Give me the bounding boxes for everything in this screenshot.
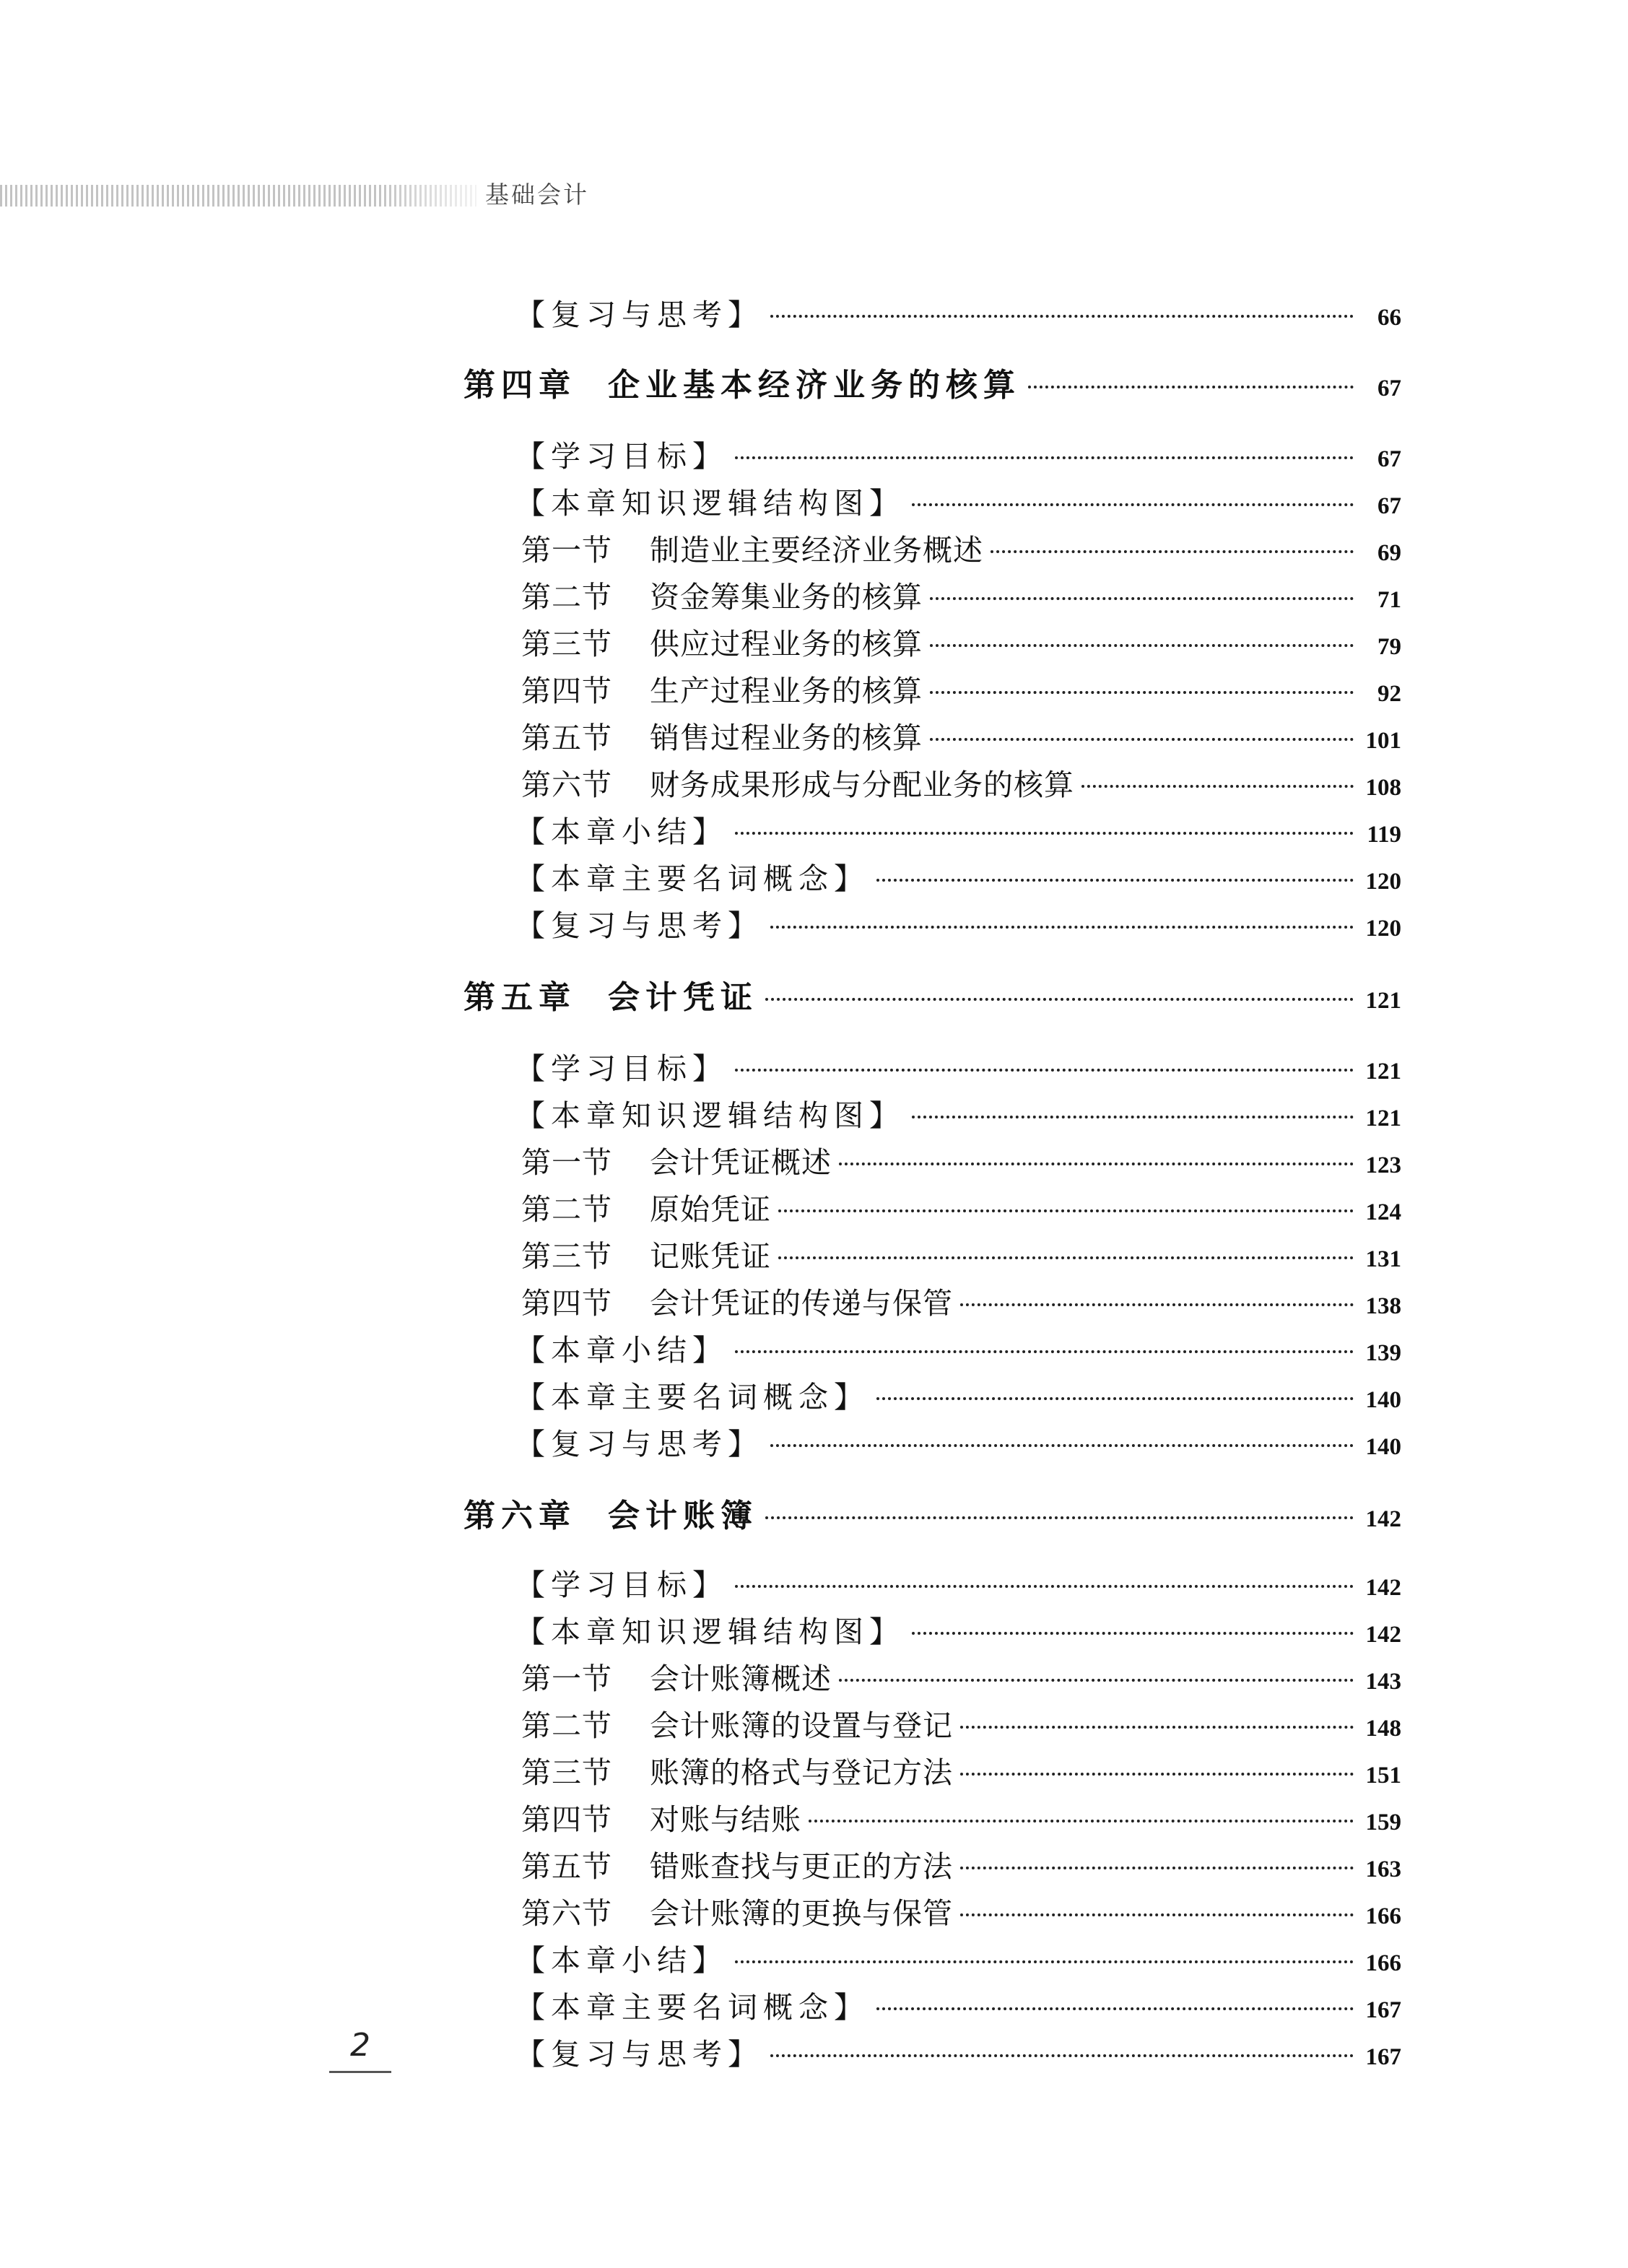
toc-page-number: 167 (1365, 2044, 1401, 2070)
toc-entry-label: 【学习目标】 (515, 439, 728, 474)
toc-entry[interactable] (515, 1374, 1401, 1420)
dot-leader (876, 2007, 1354, 2010)
section-title: 供应过程业务的核算 (650, 627, 923, 661)
dot-leader (778, 1209, 1354, 1212)
toc-section-label (521, 1233, 771, 1279)
toc-page-number: 142 (1365, 1575, 1401, 1601)
section-number: 第六节 (521, 768, 612, 802)
toc-entry-label: 【本章知识逻辑结构图】 (515, 1098, 905, 1133)
toc-page-number: 119 (1367, 822, 1401, 848)
dot-leader (839, 1679, 1354, 1682)
toc-chapter[interactable] (463, 975, 1401, 1021)
toc-entry-label: 【复习与思考】 (515, 2037, 763, 2072)
toc-entry-label: 【学习目标】 (515, 1568, 728, 1602)
section-title: 财务成果形成与分配业务的核算 (650, 768, 1074, 802)
section-title: 原始凭证 (650, 1192, 771, 1227)
dot-leader (960, 1913, 1354, 1916)
toc-page-number: 120 (1365, 916, 1401, 942)
toc-page-number: 121 (1365, 1105, 1401, 1131)
toc-section-label (521, 1703, 953, 1749)
toc-page-number: 121 (1365, 988, 1401, 1014)
toc-page-number: 166 (1365, 1903, 1401, 1929)
toc-page-number: 67 (1377, 375, 1401, 401)
toc-entry[interactable] (515, 809, 1401, 855)
dot-leader (765, 1516, 1354, 1519)
toc-page-number: 123 (1365, 1152, 1401, 1178)
toc-entry[interactable] (515, 903, 1401, 949)
dot-leader (930, 738, 1354, 741)
toc-page-number: 69 (1377, 540, 1401, 566)
toc-section[interactable] (521, 1233, 1401, 1279)
dot-leader (960, 1773, 1354, 1776)
dot-leader (930, 644, 1354, 647)
section-number: 第一节 (521, 533, 612, 568)
section-title: 会计凭证概述 (650, 1145, 832, 1180)
toc-chapter-label (463, 362, 1021, 409)
toc-page-number: 67 (1377, 446, 1401, 472)
dot-leader (930, 691, 1354, 694)
page-number: 2 (329, 2026, 391, 2073)
toc-page-number: 101 (1365, 728, 1401, 754)
toc-page-number: 138 (1365, 1293, 1401, 1319)
toc-section[interactable] (521, 762, 1401, 808)
toc-section-label (521, 1139, 832, 1186)
toc-section[interactable] (521, 1280, 1401, 1326)
toc-page-number: 67 (1377, 493, 1401, 519)
toc-page-number: 163 (1365, 1856, 1401, 1882)
dot-leader (735, 1069, 1354, 1072)
toc-page-number: 159 (1365, 1809, 1401, 1835)
toc-page-number: 140 (1365, 1387, 1401, 1413)
section-title: 制造业主要经济业务概述 (650, 533, 983, 568)
dot-leader (809, 1820, 1354, 1822)
toc-page-number: 71 (1377, 587, 1401, 613)
toc-section-label (521, 527, 983, 573)
section-title: 对账与结账 (650, 1802, 801, 1837)
dot-leader (770, 2054, 1354, 2057)
toc-section-label (521, 1656, 832, 1702)
toc-section-label (521, 668, 923, 714)
toc-entry-label: 【本章知识逻辑结构图】 (515, 1615, 905, 1649)
toc-entry-label: 【本章小结】 (515, 814, 728, 849)
toc-entry-label: 【本章知识逻辑结构图】 (515, 486, 905, 521)
toc-page-number: 131 (1365, 1246, 1401, 1272)
dot-leader (839, 1163, 1354, 1165)
dot-leader (778, 1256, 1354, 1259)
section-title: 错账查找与更正的方法 (650, 1849, 953, 1884)
toc-page-number: 139 (1365, 1340, 1401, 1366)
toc-section-label (521, 715, 923, 761)
toc-entry[interactable] (515, 1937, 1401, 1984)
toc-entry[interactable] (515, 1562, 1401, 1608)
section-number: 第四节 (521, 674, 612, 708)
toc-section[interactable] (521, 1796, 1401, 1843)
section-title: 会计账簿的设置与登记 (650, 1708, 953, 1743)
dot-leader (735, 1960, 1354, 1963)
dot-leader (1028, 386, 1354, 388)
chapter-number: 第五章 (463, 979, 576, 1016)
toc-section[interactable] (521, 715, 1401, 761)
toc-entry[interactable] (515, 1046, 1401, 1092)
chapter-number: 第四章 (463, 367, 576, 404)
toc-section[interactable] (521, 1139, 1401, 1186)
section-number: 第三节 (521, 1755, 612, 1790)
toc-section-label (521, 1890, 953, 1937)
toc-section[interactable] (521, 527, 1401, 573)
toc-section-label (521, 1750, 953, 1796)
toc-page-number: 151 (1365, 1763, 1401, 1789)
section-title: 记账凭证 (650, 1239, 771, 1274)
toc-entry[interactable] (515, 1984, 1401, 2030)
toc-entry[interactable] (515, 1092, 1401, 1139)
toc-entry[interactable] (515, 433, 1401, 479)
section-number: 第六节 (521, 1896, 612, 1931)
toc-entry-label: 【本章小结】 (515, 1333, 728, 1368)
toc-page-number: 92 (1377, 681, 1401, 707)
dot-leader (960, 1726, 1354, 1729)
toc-section[interactable] (521, 668, 1401, 714)
toc-entry-label: 【复习与思考】 (515, 297, 763, 332)
toc-page-number: 120 (1365, 869, 1401, 895)
section-title: 会计账簿概述 (650, 1661, 832, 1696)
toc-chapter[interactable] (463, 1493, 1401, 1539)
toc-page-number: 140 (1365, 1434, 1401, 1460)
toc-page-number: 121 (1365, 1059, 1401, 1085)
toc-section-label (521, 1843, 953, 1890)
dot-leader (876, 1397, 1354, 1400)
toc-entry[interactable] (515, 1327, 1401, 1373)
toc-entry-label: 【本章小结】 (515, 1943, 728, 1978)
dot-leader (735, 456, 1354, 459)
section-title: 资金筹集业务的核算 (650, 580, 923, 614)
toc-page-number: 142 (1365, 1622, 1401, 1648)
toc-page-number: 166 (1365, 1950, 1401, 1976)
toc-chapter[interactable] (463, 362, 1401, 409)
dot-leader (912, 503, 1354, 506)
dot-leader (991, 550, 1354, 553)
dot-leader (735, 832, 1354, 835)
dot-leader (770, 926, 1354, 929)
dot-leader (1081, 785, 1354, 788)
toc-page-number: 167 (1365, 1997, 1401, 2023)
section-title: 销售过程业务的核算 (650, 721, 923, 755)
chapter-title: 会计账簿 (608, 1498, 758, 1534)
section-number: 第四节 (521, 1802, 612, 1837)
toc-entry-label: 【复习与思考】 (515, 1427, 763, 1461)
toc-entry-label: 【学习目标】 (515, 1051, 728, 1086)
section-title: 会计账簿的更换与保管 (650, 1896, 953, 1931)
dot-leader (930, 597, 1354, 600)
section-number: 第二节 (521, 1708, 612, 1743)
toc-section[interactable] (521, 1843, 1401, 1890)
toc-section[interactable] (521, 1656, 1401, 1702)
toc-section-label (521, 574, 923, 620)
chapter-number: 第六章 (463, 1498, 576, 1534)
toc-entry[interactable] (515, 2031, 1401, 2077)
toc-section-label (521, 1186, 771, 1233)
section-number: 第三节 (521, 627, 612, 661)
toc-page-number: 66 (1377, 305, 1401, 331)
toc-section[interactable] (521, 1890, 1401, 1937)
section-number: 第五节 (521, 721, 612, 755)
dot-leader (912, 1116, 1354, 1118)
dot-leader (735, 1585, 1354, 1588)
section-number: 第三节 (521, 1239, 612, 1274)
section-title: 会计凭证的传递与保管 (650, 1286, 953, 1321)
toc-section[interactable] (521, 1186, 1401, 1233)
section-number: 第四节 (521, 1286, 612, 1321)
toc-entry[interactable] (515, 856, 1401, 902)
toc-entry-label: 【本章主要名词概念】 (515, 861, 869, 896)
toc-chapter-label (463, 1493, 758, 1539)
dot-leader (876, 879, 1354, 882)
toc-entry[interactable] (515, 292, 1401, 338)
section-number: 第二节 (521, 1192, 612, 1227)
dot-leader (765, 998, 1354, 1001)
dot-leader (735, 1350, 1354, 1353)
toc-page-number: 143 (1365, 1669, 1401, 1695)
section-number: 第一节 (521, 1661, 612, 1696)
toc-section-label (521, 762, 1074, 808)
dot-leader (960, 1303, 1354, 1306)
toc-page-number: 108 (1365, 775, 1401, 801)
toc-section[interactable] (521, 1703, 1401, 1749)
dot-leader (912, 1632, 1354, 1635)
toc-section-label (521, 1280, 953, 1326)
toc-entry-label: 【复习与思考】 (515, 908, 763, 943)
section-number: 第一节 (521, 1145, 612, 1180)
section-number: 第二节 (521, 580, 612, 614)
toc-page-number: 124 (1365, 1199, 1401, 1225)
toc-page-number: 79 (1377, 634, 1401, 660)
section-title: 生产过程业务的核算 (650, 674, 923, 708)
toc-page-number: 142 (1365, 1506, 1401, 1532)
toc-entry[interactable] (515, 1609, 1401, 1655)
toc-section[interactable] (521, 1750, 1401, 1796)
toc-section[interactable] (521, 621, 1401, 667)
section-title: 账簿的格式与登记方法 (650, 1755, 953, 1790)
dot-leader (770, 1444, 1354, 1447)
dot-leader (770, 315, 1354, 318)
chapter-title: 会计凭证 (608, 979, 758, 1016)
chapter-title: 企业基本经济业务的核算 (608, 367, 1021, 404)
toc-entry[interactable] (515, 480, 1401, 526)
toc-section-label (521, 621, 923, 667)
toc-chapter-label (463, 975, 758, 1021)
toc-entry[interactable] (515, 1421, 1401, 1467)
toc-section-label (521, 1796, 801, 1843)
toc-page-number: 148 (1365, 1716, 1401, 1742)
toc-section[interactable] (521, 574, 1401, 620)
toc-entry-label: 【本章主要名词概念】 (515, 1990, 869, 2025)
dot-leader (960, 1867, 1354, 1869)
section-number: 第五节 (521, 1849, 612, 1884)
toc-entry-label: 【本章主要名词概念】 (515, 1380, 869, 1415)
book-title: 基础会计 (485, 181, 589, 209)
